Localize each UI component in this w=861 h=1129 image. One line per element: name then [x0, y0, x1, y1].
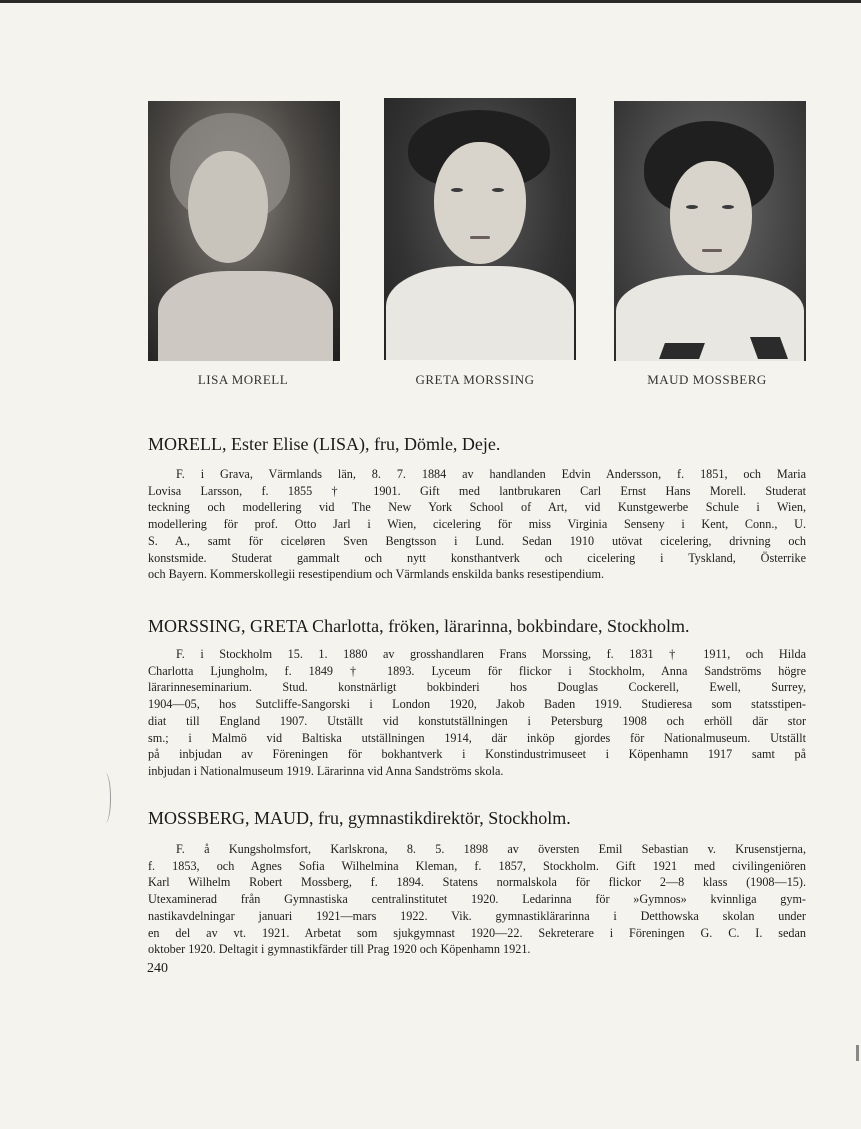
portrait-caption: GRETA MORSSING — [415, 372, 535, 387]
entry-line: konstsmide. Studerat gammalt och nytt konsthantverk och cicelering i Tyskland, Österrike — [148, 550, 806, 565]
entry-heading: MORELL, Ester Elise (LISA), fru, Dömle, Deje. — [148, 434, 501, 454]
entry-text — [148, 466, 806, 583]
portrait-photo-greta-morssing — [384, 98, 576, 360]
entry-line: Charlotta Ljungholm, f. 1849 † 1893. Lyceum för flickor i Stockholm, Anna Sandströms högre — [148, 663, 806, 678]
entry-line: F. i Grava, Värmlands län, 8. 7. 1884 av handlanden Edvin Andersson, f. 1851, och Maria — [176, 467, 806, 481]
entry-line: Karl Wilhelm Robert Mossberg, f. 1894. Statens normalskola för flickor 2—8 klass (1908—15). — [148, 875, 806, 890]
portrait-caption: LISA MORELL — [197, 372, 289, 387]
entry-line: inbjudan i Nationalmuseum 1919. Lärarinna vid Anna Sandströms skola. — [148, 763, 504, 778]
entry-line: på inbjudan av Föreningen för bokhantverk i Konstindustrimuseet i Köpenhamn 1917 samt på — [148, 747, 806, 762]
entry-line: 1904—05, hos Sutcliffe-Sangorski i London 1920, Jakob Baden 1919. Studieresa som statsstipen- — [148, 697, 806, 712]
entry-line: teckning och modellering vid The New York School of Art, vid Kunstgewerbe Schule i Wien, — [148, 500, 806, 515]
entry-line: lärarinneseminarium. Stud. konstnärligt bokbinderi hos Douglas Cockerell, Ewell, Surrey, — [148, 680, 806, 695]
portrait-photo-maud-mossberg — [614, 101, 806, 361]
entry-text — [148, 646, 806, 780]
entry-line: nastikavdelningar januari 1921—mars 1922. Vik. gymnastiklärarinna i Detthowska skolan under — [148, 908, 806, 923]
entry-line: Utexaminerad från Gymnastiska centralinstitutet 1920. Ledarinna för »Gymnos» kvinnliga gym- — [148, 892, 806, 907]
entry-line: F. å Kungsholmsfort, Karlskrona, 8. 5. 1898 av översten Emil Sebastian v. Krusenstjerna, — [176, 842, 806, 856]
portrait-caption: MAUD MOSSBERG — [647, 372, 767, 387]
entry-line: modellering för prof. Otto Jarl i Wien, cicelering för miss Virginia Senseny i Kent, Conn., U. — [148, 517, 806, 532]
page-number: 240 — [147, 961, 168, 976]
entry-heading: MOSSBERG, MAUD, fru, gymnastikdirektör, Stockholm. — [148, 808, 571, 828]
entry-line: sm.; i Malmö vid Baltiska utställningen 1914, där inköp gjordes för Nationalmuseum. Utställt — [148, 730, 806, 745]
entry-heading: MORSSING, GRETA Charlotta, fröken, lärarinna, bokbindare, Stockholm. — [148, 616, 690, 636]
page-top-edge — [0, 0, 861, 3]
edge-mark — [856, 1045, 859, 1061]
entry-line: S. A., samt för ciceløren Sven Bengtsson i Lund. Sedan 1910 utövat cicelering, drivning och — [148, 533, 806, 548]
entry-line: och Bayern. Kommerskollegii resestipendium och Värmlands enskilda banks resestipendium. — [148, 567, 605, 582]
entry-line: en del av vt. 1921. Arbetat som sjukgymnast 1920—22. Sekreterare i Föreningen G. C. I. sedan — [148, 925, 806, 940]
entry-line: oktober 1920. Deltagit i gymnastikfärder till Prag 1920 och Köpenhamn 1921. — [148, 942, 531, 957]
entry-line: f. 1853, och Agnes Sofia Wilhelmina Kleman, f. 1857, Stockholm. Gift 1921 med civilingeniören — [148, 858, 806, 873]
entry-line: Lovisa Larsson, f. 1855 † 1901. Gift med lantbrukaren Carl Ernst Hans Morell. Studerat — [148, 483, 806, 498]
entry-text — [148, 841, 806, 958]
margin-mark — [100, 773, 111, 823]
portrait-photo-lisa-morell — [148, 101, 340, 361]
entry-line: F. i Stockholm 15. 1. 1880 av grosshandlaren Frans Morssing, f. 1831 † 1911, och Hilda — [176, 647, 806, 661]
entry-line: diat till England 1907. Utställt vid konstutställningen i Petersburg 1908 och erhöll där stor — [148, 713, 806, 728]
